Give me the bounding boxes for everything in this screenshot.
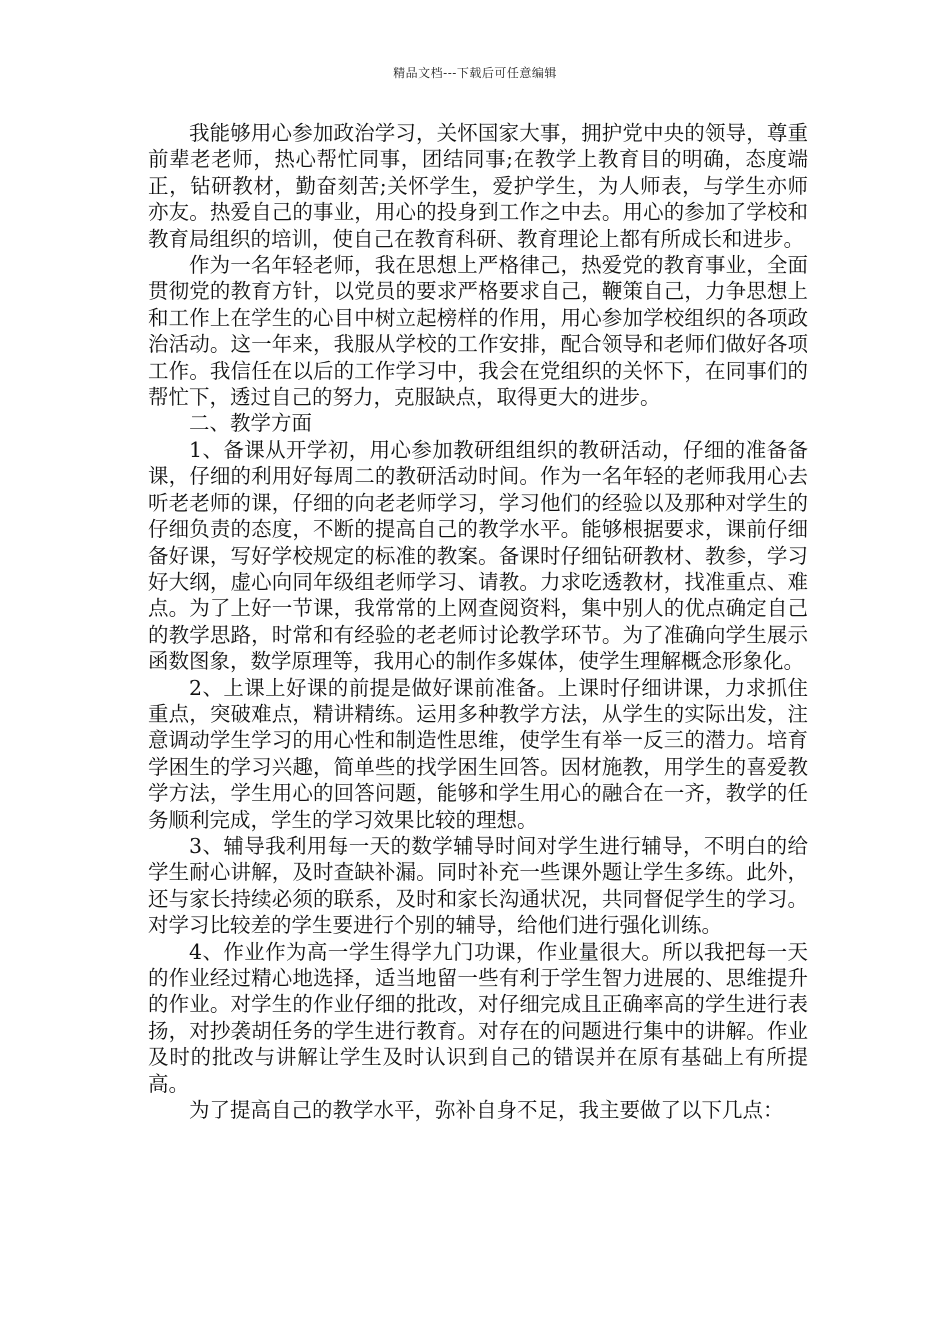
paragraph-homework: 4、作业作为高一学生得学九门功课，作业量很大。所以我把每一天的作业经过精心地选择，适当地留一些有利于学生智力进展的、思维提升的作业。对学生的作业仔细的批改，对仔细完成且正确率高的学生进行表扬，对抄袭胡任务的学生进行教育。对存在的问题进行集中的讲解。作业及时的批改与讲解让学生及时认识到自己的错误并在原有基础上有所提高。 [148, 939, 808, 1096]
paragraph-young-teacher: 作为一名年轻老师，我在思想上严格律己，热爱党的教育事业，全面贯彻党的教育方针，以党员的要求严格要求自己，鞭策自己，力争思想上和工作上在学生的心目中树立起榜样的作用，用心参加学校组织的各项政治活动。这一年来，我服从学校的工作安排，配合领导和老师们做好各项工作。我信任在以后的工作学习中，我会在党组织的关怀下，在同事们的帮忙下，透过自己的努力，克服缺点，取得更大的进步。 [148, 253, 808, 410]
paragraph-tutoring: 3、辅导我利用每一天的数学辅导时间对学生进行辅导，不明白的给学生耐心讲解，及时查缺补漏。同时补充一些课外题让学生多练。此外，还与家长持续必须的联系，及时和家长沟通状况，共同督促学生的学习。对学习比较差的学生要进行个别的辅导，给他们进行强化训练。 [148, 833, 808, 938]
paragraph-political-study: 我能够用心参加政治学习，关怀国家大事，拥护党中央的领导，尊重前辈老老师，热心帮忙同事，团结同事;在教学上教育目的明确，态度端正，钻研教材，勤奋刻苦;关怀学生，爱护学生，为人师表，与学生亦师亦友。热爱自己的事业，用心的投身到工作之中去。用心的参加了学校和教育局组织的培训，使自己在教育科研、教育理论上都有所成长和进步。 [148, 121, 808, 251]
document-body [148, 120, 808, 1123]
paragraph-lesson-prep: 1、备课从开学初，用心参加教研组组织的教研活动，仔细的准备备课，仔细的利用好每周二的教研活动时间。作为一名年轻的老师我用心去听老老师的课，仔细的向老老师学习，学习他们的经验以及那种对学生的仔细负责的态度，不断的提高自己的教学水平。能够根据要求，课前仔细备好课，写好学校规定的标准的教案。备课时仔细钻研教材、教参，学习好大纲，虚心向同年级组老师学习、请教。力求吃透教材，找准重点、难点。为了上好一节课，我常常的上网查阅资料，集中别人的优点确定自己的教学思路，时常和有经验的老老师讨论教学环节。为了准确向学生展示函数图象，数学原理等，我用心的制作多媒体，使学生理解概念形象化。 [148, 437, 808, 674]
paragraph-teaching-class: 2、上课上好课的前提是做好课前准备。上课时仔细讲课，力求抓住重点，突破难点，精讲精练。运用多种教学方法，从学生的实际出发，注意调动学生学习的用心性和制造性思维，使学生有举一反三的潜力。培育学困生的学习兴趣，简单些的找学困生回答。因材施教，用学生的喜爱教学方法，学生用心的回答问题，能够和学生用心的融合在一齐，教学的任务顺利完成，学生的学习效果比较的理想。 [148, 675, 808, 832]
page-header: 精品文档---下载后可任意编辑 [393, 66, 557, 80]
paragraph-improvement: 为了提高自己的教学水平，弥补自身不足，我主要做了以下几点： [189, 1098, 784, 1123]
section-heading-teaching: 二、教学方面 [189, 411, 312, 436]
